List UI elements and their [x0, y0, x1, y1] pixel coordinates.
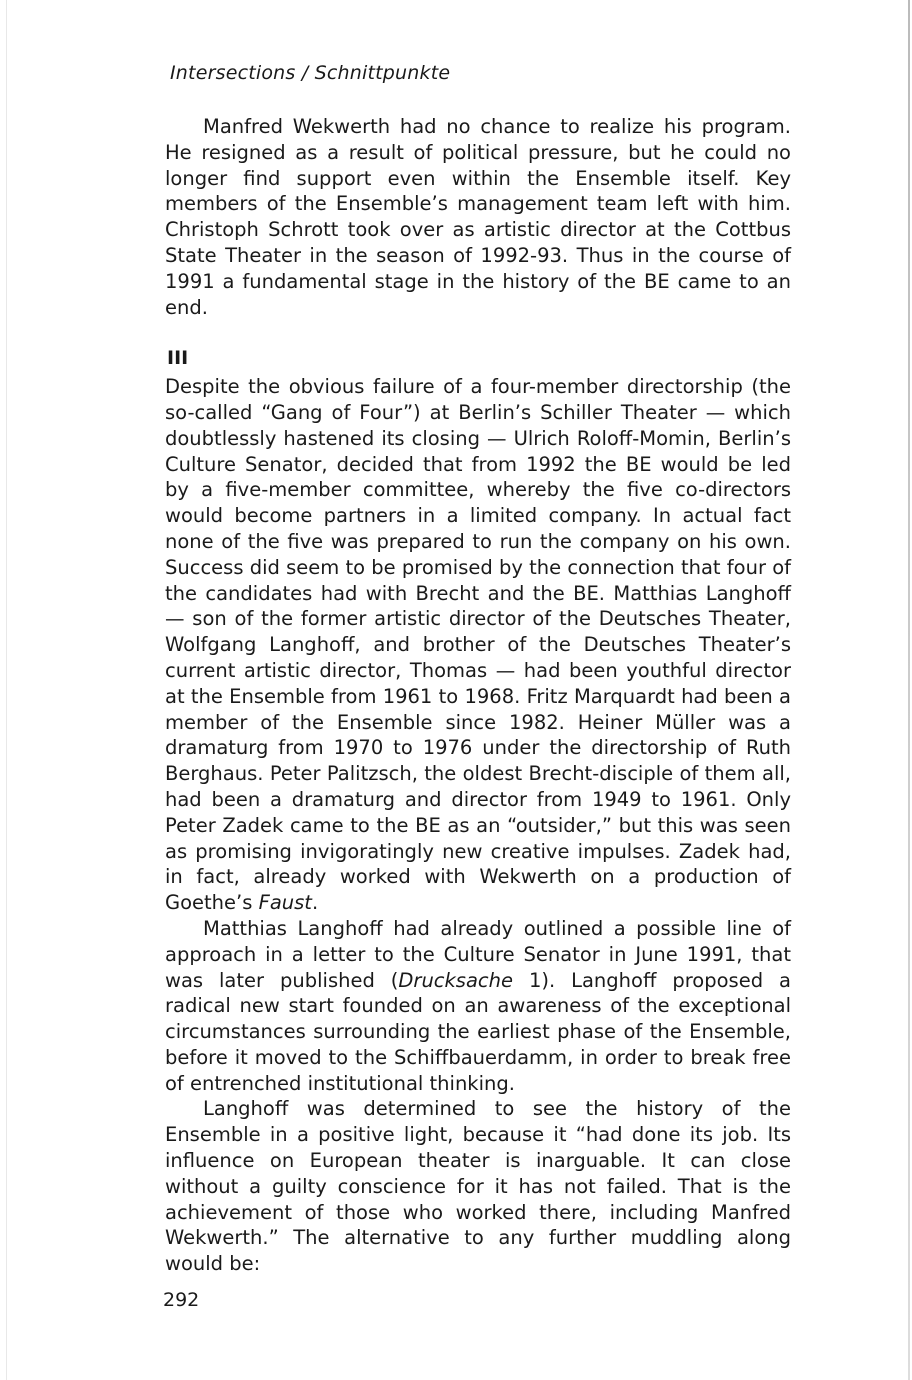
paragraph-2-italic: Faust	[258, 891, 312, 915]
paragraph-2-end: .	[311, 891, 319, 915]
paragraph-3-start: Matthias Langhoff had already outlined a possible line of approach in a letter to the Culture Senator in June 1991, that was later published (	[165, 916, 791, 992]
paragraph-4: Langhoff was determined to see the history of the Ensemble in a positive light, because it “had done its job. Its influence on European theater is inarguable. It can close without a guilty conscience for it has not failed. That is the achievement of those who worked there, including Manfred Wekwerth.” The alternative to any further muddling along would be:	[165, 1097, 791, 1276]
paragraph-1: Manfred Wekwerth had no chance to realize his program. He resigned as a result of political pressure, but he could no longer find support even within the Ensemble itself. Key members of the Ensemble’s management team left with him. Christoph Schrott took over as artistic director at the Cottbus State Theater in the season of 1992-93. Thus in the course of 1991 a fundamental stage in the history of the BE came to an end.	[165, 115, 791, 319]
paragraph-2	[165, 374, 791, 916]
running-head: Intersections / Schnittpunkte	[170, 62, 451, 84]
page-edge-right	[908, 0, 910, 1380]
page-number: 292	[163, 1289, 200, 1311]
paragraph-3-end: 1). Langhoff proposed a radical new start founded on an awareness of the exceptional circumstances surrounding the earliest phase of the Ensemble, before it moved to the Schiffbauerdamm, in order to break free of entrenched institutional thinking.	[165, 968, 791, 1095]
paragraph-2-text: Despite the obvious failure of a four-member directorship (the so-called “Gang of Four”) at Berlin’s Schiller Theater — which doubtlessly hastened its closing — Ulrich Roloff-Momin, Berlin’s Culture Senator, decided that from 1992 the BE would be led by a five-member committee, whereby the five co-directors would become partners in a limited company. In actual fact none of the five was prepared to run the company on his own. Success did seem to be promised by the connection that four of the candidates had with Brecht and the BE. Matthias Langhoff — son of the former artistic director of the Deutsches Theater, Wolfgang Langhoff, and brother of the Deutsches Theater’s current artistic director, Thomas — had been youthful director at the Ensemble from 1961 to 1968. Fritz Marquardt had been a member of the Ensemble since 1982. Heiner Müller was a dramaturg from 1970 to 1976 under the directorship of Ruth Berghaus. Peter Palitzsch, the oldest Brecht-disciple of them all, had been a dramaturg and director from 1949 to 1961. Only Peter Zadek came to the BE as an “outsider,” but this was seen as promising invigoratingly new creative impulses. Zadek had, in fact, already worked with Wekwerth on a production of Goethe’s	[165, 375, 791, 915]
paragraph-3-italic: Drucksache	[398, 968, 513, 992]
page-edge-left	[6, 0, 7, 1380]
body-text	[165, 114, 791, 1277]
section-heading: III	[167, 347, 189, 370]
paragraph-3	[165, 916, 791, 1097]
